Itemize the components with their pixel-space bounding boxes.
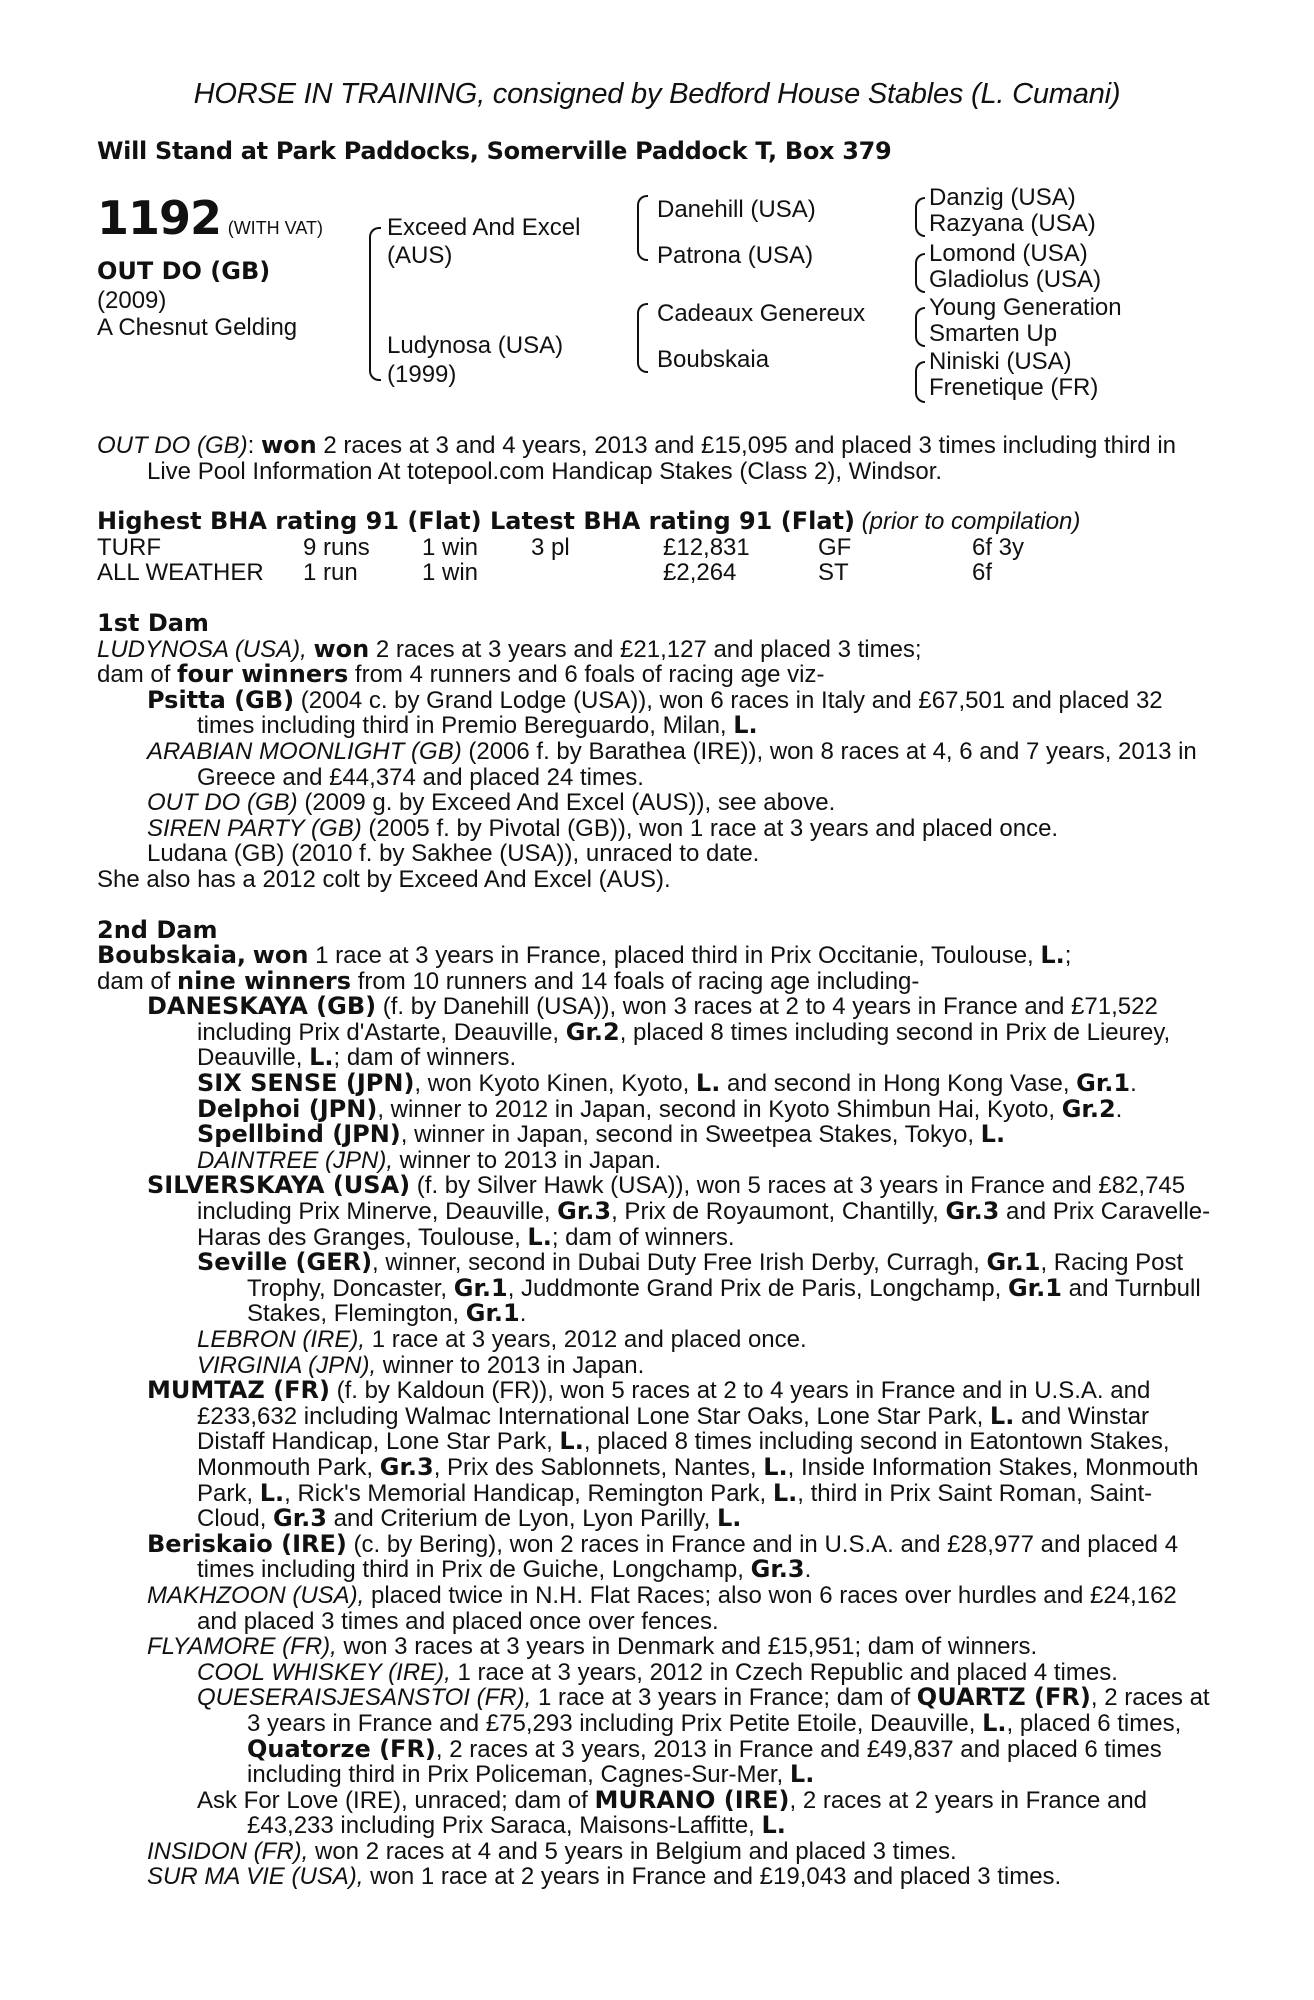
- produce-entry: [97, 1634, 1217, 1660]
- second-dam-heading: 2nd Dam: [97, 915, 218, 944]
- produce-text: placed twice in N.H. Flat Races; also won 6 races over hurdles and £24,162 and placed 3 times and placed once over fences.: [197, 1581, 1177, 1635]
- pedigree-bracket: [915, 253, 925, 293]
- produce-text: and Turnbull Stakes, Flemington,: [247, 1274, 1201, 1328]
- produce-text: , 2 races at 2 years in France and £43,233 including Prix Saraca, Maisons-Laffitte,: [247, 1786, 1148, 1840]
- produce-entry: [97, 1148, 1217, 1174]
- listed-label: L.: [772, 1478, 798, 1507]
- produce-name: DAINTREE (JPN),: [197, 1146, 394, 1174]
- produce-entry: [97, 1071, 1217, 1097]
- produce-text: , Juddmonte Grand Prix de Paris, Longchamp,: [507, 1274, 1008, 1302]
- produce-entry: [97, 816, 1217, 842]
- rating-cell: 6f: [972, 559, 993, 587]
- produce-text: , Prix des Sablonnets, Nantes,: [433, 1453, 764, 1481]
- sire-sire: Danehill (USA): [657, 196, 816, 223]
- produce-text: won 2 races at 4 and 5 years in Belgium and placed 3 times.: [308, 1837, 957, 1865]
- produce-text: , placed 8 times including second in Eatontown Stakes, Monmouth Park,: [197, 1428, 1170, 1481]
- dss: Young Generation: [929, 294, 1122, 321]
- produce-name: Quatorze (FR): [247, 1734, 436, 1763]
- group-label: Gr.3: [945, 1197, 1000, 1226]
- produce-entry: [97, 739, 1217, 790]
- produce-text: (f. by Silver Hawk (USA)), won 5 races at 3 years in France and £82,745 including Prix Minerve, Deauville,: [197, 1172, 1186, 1226]
- group-label: Gr.1: [986, 1248, 1041, 1277]
- produce-text: ; dam of winners.: [333, 1044, 517, 1072]
- produce-text: , Inside Information Stakes, Monmouth Park,: [197, 1453, 1199, 1507]
- produce-name: ARABIAN MOONLIGHT (GB): [147, 737, 462, 765]
- dsd: Smarten Up: [929, 320, 1058, 347]
- listed-label: L.: [695, 1069, 721, 1098]
- produce-entry: [97, 1785, 1217, 1840]
- rating-cell: ALL WEATHER: [97, 559, 264, 587]
- produce-text: , won Kyoto Kinen, Kyoto,: [414, 1070, 696, 1098]
- pedigree-bracket: [637, 195, 648, 261]
- produce-name: OUT DO (GB): [147, 789, 298, 817]
- group-label: Gr.1: [1076, 1069, 1131, 1098]
- ddd: Frenetique (FR): [929, 374, 1099, 401]
- group-label: Gr.3: [750, 1555, 805, 1584]
- produce-text: , winner, second in Dubai Duty Free Irish Derby, Curragh,: [372, 1249, 987, 1277]
- group-label: Gr.1: [465, 1299, 520, 1328]
- produce-name: DANESKAYA (GB): [147, 992, 377, 1021]
- produce-note: She also has a 2012 colt by Exceed And Excel (AUS).: [97, 865, 671, 893]
- produce-text: winner to 2013 in Japan.: [393, 1146, 662, 1174]
- sire-name: Exceed And Excel: [387, 214, 581, 241]
- group-label: Gr.3: [273, 1504, 327, 1533]
- produce-name: MURANO (IRE): [594, 1785, 790, 1814]
- dam-name: Ludynosa (USA): [387, 332, 564, 359]
- produce-entry: [97, 1173, 1217, 1250]
- rating-cell: GF: [818, 533, 852, 561]
- second-dam-section: [97, 915, 1217, 1891]
- dam-sire: Cadeaux Genereux: [657, 300, 866, 327]
- produce-name: SIX SENSE (JPN): [197, 1069, 415, 1098]
- punctuation: .: [1115, 1095, 1123, 1123]
- punctuation: .: [804, 1556, 812, 1584]
- produce-name: VIRGINIA (JPN),: [197, 1351, 377, 1379]
- produce-entry: [97, 1685, 1217, 1787]
- ratings-heading: Highest BHA rating 91 (Flat) Latest BHA rating 91 (Flat): [97, 507, 855, 536]
- produce-text: , Rick's Memorial Handicap, Remington Park,: [284, 1479, 773, 1507]
- produce-text: and second in Hong Kong Vase,: [720, 1070, 1077, 1098]
- rating-cell: 9 runs: [303, 533, 370, 561]
- dds: Niniski (USA): [929, 348, 1072, 375]
- produce-text: (2009 g. by Exceed And Excel (AUS)), see above.: [297, 789, 836, 817]
- horse-name: OUT DO (GB): [97, 257, 271, 285]
- sss: Danzig (USA): [929, 184, 1076, 211]
- dam-record: 1 race at 3 years in France, placed third in Prix Occitanie, Toulouse,: [308, 942, 1041, 970]
- produce-intro: dam of: [97, 661, 178, 689]
- won-label: won: [313, 634, 370, 663]
- produce-name: SUR MA VIE (USA),: [147, 1863, 364, 1891]
- produce-text: , third in Prix Saint Roman, Saint-Cloud,: [197, 1479, 1153, 1533]
- first-dam-section: [97, 608, 1217, 893]
- produce-text: Ask For Love (IRE), unraced; dam of: [197, 1786, 595, 1814]
- produce-name: Seville (GER): [197, 1248, 373, 1277]
- punctuation: ;: [1064, 942, 1072, 970]
- group-label: Gr.3: [379, 1452, 434, 1481]
- produce-text: , 2 races at 3 years in France and £75,293 including Prix Petite Etoile, Deauville,: [247, 1684, 1210, 1737]
- produce-text: , Prix de Royaumont, Chantilly,: [611, 1198, 946, 1226]
- produce-entry: [97, 1250, 1217, 1327]
- listed-label: L.: [989, 1401, 1015, 1430]
- listed-label: L.: [982, 1708, 1007, 1737]
- group-label: Gr.1: [1007, 1273, 1062, 1302]
- group-label: Gr.1: [453, 1273, 508, 1302]
- ratings-row-turf: [97, 535, 1217, 561]
- ratings-note: (prior to compilation): [861, 508, 1081, 536]
- group-label: Gr.2: [565, 1017, 620, 1046]
- produce-text: 1 race at 3 years, 2012 in Czech Republic and placed 4 times.: [450, 1658, 1118, 1686]
- produce-name: LEBRON (IRE),: [197, 1326, 366, 1353]
- produce-name: SILVERSKAYA (USA): [147, 1171, 411, 1200]
- listed-label: L.: [1040, 941, 1065, 970]
- produce-intro: dam of: [97, 967, 178, 995]
- rating-cell: ST: [818, 559, 849, 587]
- produce-text: , Racing Post Trophy, Doncaster,: [247, 1249, 1184, 1302]
- racing-summary: OUT DO (GB): won 2 races at 3 and 4 years, 2013 and £15,095 and placed 3 times including third in Live Pool Information At totepool.com Handicap Stakes (Class 2), Windsor.: [97, 431, 1176, 485]
- dam-year: (1999): [387, 361, 457, 388]
- lot-header: [97, 191, 324, 245]
- produce-text: won 1 race at 2 years in France and £19,043 and placed 3 times.: [363, 1863, 1062, 1891]
- sds: Lomond (USA): [929, 240, 1088, 267]
- produce-text: (f. by Kaldoun (FR)), won 5 races at 2 to 4 years in France and in U.S.A. and £233,632 including Walmac International Lone Star Oaks, Lone Star Park,: [197, 1377, 1151, 1430]
- sire-country: (AUS): [387, 242, 453, 269]
- produce-text: (2004 c. by Grand Lodge (USA)), won 6 races in Italy and £67,501 and placed 32 times including third in Premio Bereguardo, Milan,: [197, 686, 1163, 740]
- lot-number: 1192: [97, 191, 222, 245]
- listed-label: L.: [763, 1452, 788, 1481]
- produce-text: (2006 f. by Barathea (IRE)), won 8 races at 4, 6 and 7 years, 2013 in Greece and £44,374 and placed 24 times.: [197, 737, 1197, 791]
- summary-won: won: [261, 431, 317, 459]
- pedigree-bracket: [369, 227, 381, 381]
- pedigree-bracket: [915, 197, 925, 237]
- dam-dam: Boubskaia: [657, 346, 770, 373]
- ratings-section: [97, 509, 1217, 586]
- listed-label: L.: [733, 711, 758, 740]
- rating-cell: [531, 560, 663, 586]
- sdd: Gladiolus (USA): [929, 266, 1102, 293]
- stand-location: Will Stand at Park Paddocks, Somerville Paddock T, Box 379: [97, 137, 892, 165]
- produce-text: , 2 races at 3 years, 2013 in France and £49,837 and placed 6 times including third in Prix Policeman, Cagnes-Sur-Mer,: [247, 1735, 1162, 1789]
- listed-label: L.: [559, 1427, 584, 1456]
- dam-name: Boubskaia,: [97, 941, 247, 970]
- rating-cell: 1 run: [303, 559, 358, 587]
- pedigree-bracket: [915, 361, 925, 403]
- produce-entry: Ludana (GB) (2010 f. by Sakhee (USA)), unraced to date.: [147, 840, 760, 868]
- produce-text: , winner to 2012 in Japan, second in Kyoto Shimbun Hai, Kyoto,: [377, 1095, 1062, 1123]
- catalogue-page: [97, 78, 1217, 1890]
- produce-text: and Winstar Distaff Handicap, Lone Star Park,: [197, 1402, 1150, 1456]
- produce-text: and Criterium de Lyon, Lyon Parilly,: [326, 1505, 717, 1533]
- rating-cell: 3 pl: [531, 533, 570, 561]
- produce-text: , placed 8 times including second in Prix de Lieurey, Deauville,: [197, 1018, 1171, 1072]
- punctuation: .: [519, 1300, 527, 1328]
- produce-name: Spellbind (JPN): [197, 1120, 401, 1149]
- produce-text: ; dam of winners.: [551, 1223, 735, 1251]
- produce-name: FLYAMORE (FR),: [147, 1633, 337, 1661]
- rating-cell: 6f 3y: [972, 533, 1025, 561]
- produce-entry: [97, 1378, 1217, 1532]
- produce-name: COOL WHISKEY (IRE),: [197, 1658, 451, 1686]
- produce-name: Beriskaio (IRE): [147, 1529, 347, 1558]
- produce-text: and Prix Caravelle-Haras des Granges, Toulouse,: [197, 1198, 1211, 1251]
- listed-label: L.: [309, 1043, 334, 1072]
- dam-record: 2 races at 3 years and £21,127 and placed 3 times;: [369, 635, 922, 663]
- punctuation: .: [1130, 1070, 1137, 1098]
- produce-name: Delphoi (JPN): [197, 1094, 378, 1123]
- pedigree-bracket: [637, 303, 648, 373]
- produce-text: , winner in Japan, second in Sweetpea Stakes, Tokyo,: [400, 1121, 981, 1149]
- produce-entry: [97, 1122, 1217, 1148]
- produce-entry: [97, 1094, 1217, 1123]
- rating-cell: £2,264: [663, 559, 737, 587]
- page-title: HORSE IN TRAINING, consigned by Bedford House Stables (L. Cumani): [193, 78, 1121, 110]
- rating-cell: 1 win: [422, 533, 479, 561]
- summary-name: OUT DO (GB): [97, 432, 248, 459]
- listed-label: L.: [761, 1811, 786, 1840]
- produce-text: won 3 races at 3 years in Denmark and £15,951; dam of winners.: [336, 1633, 1038, 1661]
- produce-name: INSIDON (FR),: [147, 1837, 309, 1865]
- produce-name: MAKHZOON (USA),: [147, 1581, 365, 1609]
- listed-label: L.: [789, 1760, 815, 1789]
- produce-name: Psitta (GB): [147, 685, 295, 714]
- horse-year: (2009): [97, 287, 167, 314]
- produce-entry: [97, 790, 1217, 816]
- produce-entry: [97, 1660, 1217, 1686]
- produce-entry: [97, 994, 1217, 1071]
- produce-intro-rest: from 4 runners and 6 foals of racing age viz-: [348, 661, 825, 689]
- rating-cell: £12,831: [663, 533, 750, 561]
- produce-entry: [97, 1353, 1217, 1379]
- produce-text: (c. by Bering), won 2 races in France and in U.S.A. and £28,977 and placed 4 times including third in Prix de Guiche, Longchamp,: [197, 1530, 1179, 1584]
- produce-text: winner to 2013 in Japan.: [376, 1351, 645, 1379]
- vat-label: (WITH VAT): [227, 218, 324, 238]
- produce-name: MUMTAZ (FR): [147, 1376, 330, 1405]
- first-dam-heading: 1st Dam: [97, 608, 209, 637]
- produce-entry: [97, 1529, 1217, 1584]
- summary-text: 2 races at 3 and 4 years, 2013 and £15,095 and placed 3 times including third in Live Pool Information At totepool.com Handicap Stakes (Class 2), Windsor.: [147, 432, 1176, 485]
- rating-cell: 1 win: [422, 559, 479, 587]
- produce-name: QUARTZ (FR): [916, 1683, 1091, 1712]
- group-label: Gr.2: [1061, 1094, 1116, 1123]
- produce-text: 1 race at 3 years in France; dam of: [531, 1684, 917, 1712]
- produce-entry: [97, 1839, 1217, 1865]
- produce-text: , placed 6 times,: [1006, 1709, 1182, 1737]
- dam-name: LUDYNOSA (USA),: [97, 635, 307, 663]
- group-label: Gr.3: [557, 1197, 612, 1226]
- produce-entry: [97, 1864, 1217, 1890]
- produce-text: (f. by Danehill (USA)), won 3 races at 2 to 4 years in France and £71,522 including Prix d'Astarte, Deauville,: [197, 993, 1158, 1046]
- produce-name: QUESERAISJESANSTOI (FR),: [197, 1684, 532, 1712]
- listed-label: L.: [980, 1120, 1006, 1149]
- rating-cell: TURF: [97, 533, 161, 561]
- produce-text: (2005 f. by Pivotal (GB)), won 1 race at 3 years and placed once.: [361, 814, 1059, 842]
- winner-count: four winners: [177, 660, 349, 689]
- ssd: Razyana (USA): [929, 210, 1096, 237]
- won-label: won: [252, 941, 309, 970]
- produce-name: SIREN PARTY (GB): [147, 814, 362, 842]
- produce-text: 1 race at 3 years, 2012 and placed once.: [365, 1326, 807, 1353]
- winner-count: nine winners: [177, 966, 352, 995]
- listed-label: L.: [259, 1478, 285, 1507]
- listed-label: L.: [716, 1504, 742, 1533]
- pedigree-section: [97, 184, 1217, 433]
- produce-entry: [97, 1583, 1217, 1634]
- horse-description: A Chesnut Gelding: [97, 314, 298, 341]
- listed-label: L.: [527, 1222, 552, 1251]
- produce-intro-rest: from 10 runners and 14 foals of racing age including-: [351, 967, 920, 995]
- produce-entry: [97, 1327, 1217, 1353]
- pedigree-bracket: [915, 307, 925, 347]
- produce-entry: [97, 685, 1217, 740]
- sire-dam: Patrona (USA): [657, 242, 814, 269]
- ratings-row-all-weather: [97, 560, 1217, 586]
